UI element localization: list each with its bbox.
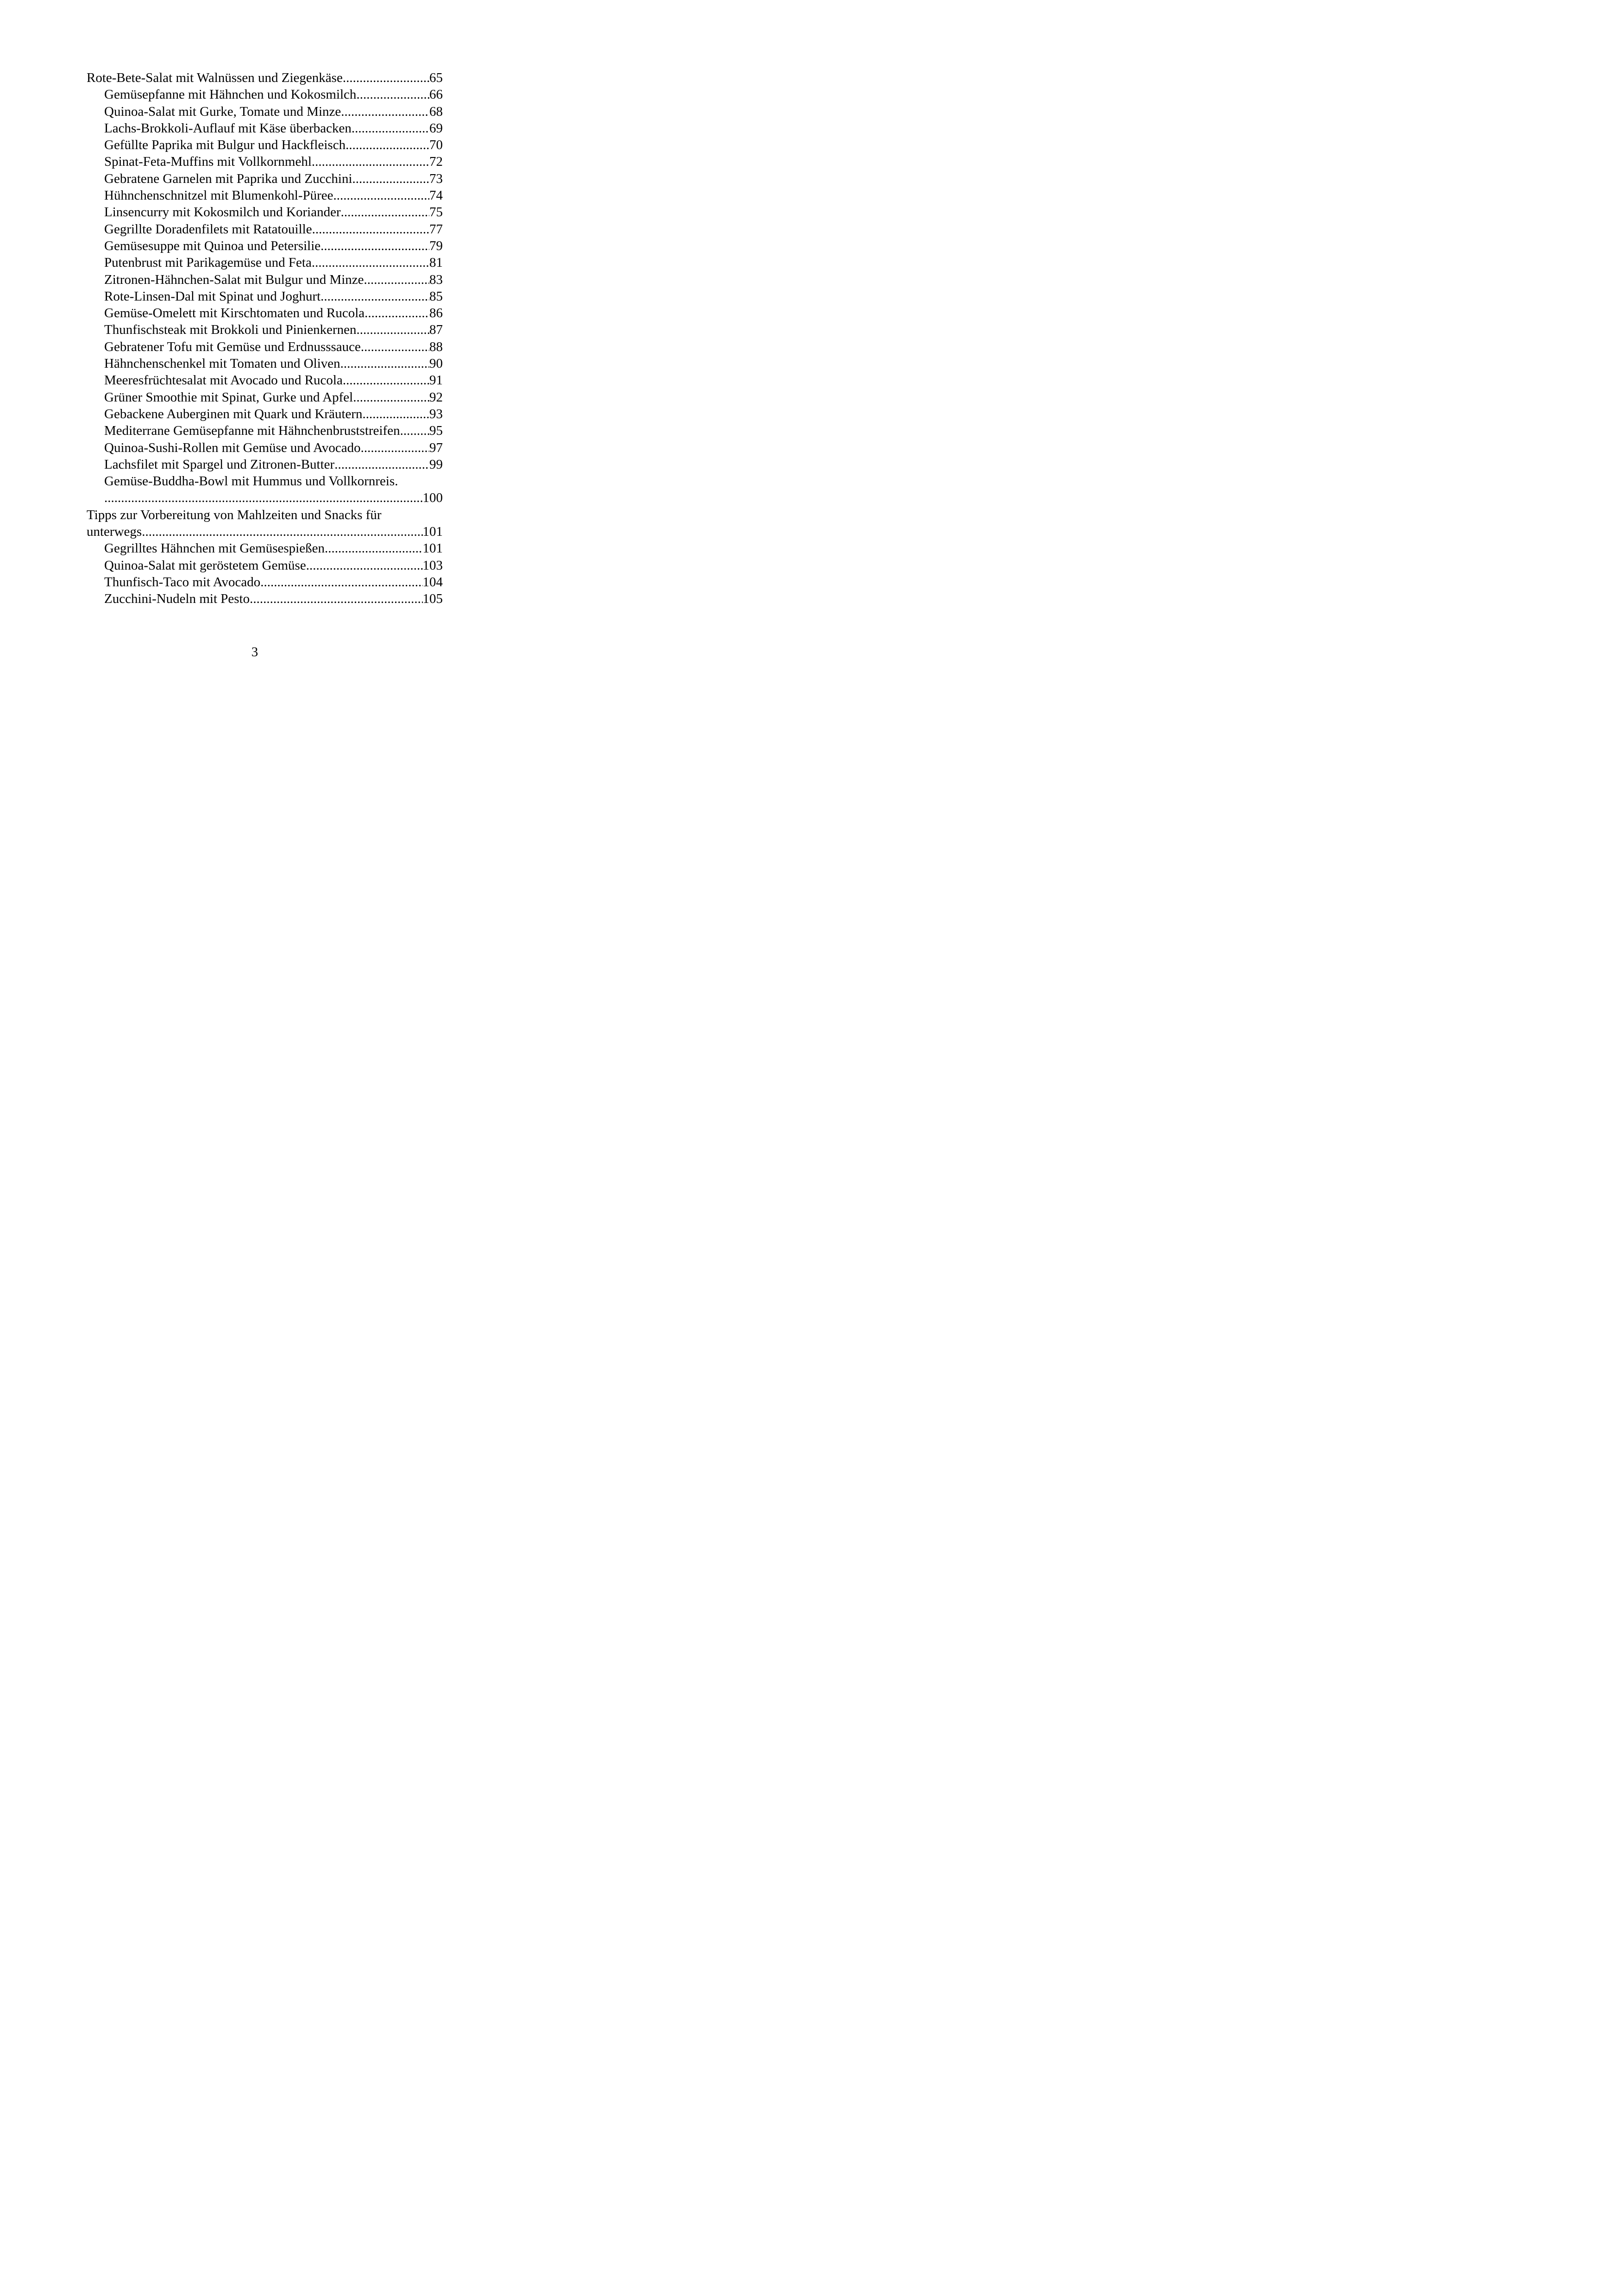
toc-entry-line [87,389,443,406]
toc-entry-line [87,557,443,574]
toc-entry-title: Meeresfrüchtesalat mit Avocado und Rucola [104,373,343,388]
toc-entry-line [87,187,443,204]
toc-entry-line [87,321,443,338]
toc-entry-line [87,456,443,473]
toc-entry-line [87,574,443,590]
toc-dot-leader [104,489,423,506]
toc-dot-leader [340,355,429,372]
toc-entry-line [87,406,443,422]
toc-entry-page: 91 [429,373,443,388]
toc-dot-leader [356,86,429,103]
table-of-contents [87,69,443,608]
toc-section-entry [87,238,443,254]
toc-section-entry [87,540,443,557]
toc-dot-leader [343,372,429,389]
toc-entry-line [87,590,443,607]
toc-entry-line [87,339,443,355]
toc-entry-page: 73 [429,171,443,186]
toc-entry-title: Gemüsepfanne mit Hähnchen und Kokosmilch [104,87,357,102]
toc-dot-leader [341,103,429,120]
toc-entry-page: 66 [429,87,443,102]
toc-entry-title: Gebratene Garnelen mit Paprika und Zucchini [104,171,352,186]
toc-entry-line [87,523,443,540]
toc-entry-line [87,137,443,153]
toc-entry-page: 101 [422,541,443,556]
toc-entry-title: Zitronen-Hähnchen-Salat mit Bulgur und Minze [104,272,364,287]
toc-dot-leader [356,321,429,338]
toc-entry-line [87,372,443,389]
toc-entry-title: Gegrillte Doradenfilets mit Ratatouille [104,221,312,237]
toc-entry-page: 103 [422,558,443,573]
toc-entry-line [87,439,443,456]
toc-entry-title: Gegrilltes Hähnchen mit Gemüsespießen [104,541,325,556]
toc-dot-leader [353,389,429,406]
toc-entry-title: Spinat-Feta-Muffins mit Vollkornmehl [104,154,312,169]
toc-entry-page: 101 [422,524,443,539]
toc-dot-leader [341,204,429,220]
toc-dot-leader [334,456,429,473]
toc-entry-title: Hähnchenschenkel mit Tomaten und Oliven [104,356,340,371]
toc-dot-leader [250,590,422,607]
toc-entry-title: Zucchini-Nudeln mit Pesto [104,591,250,607]
toc-section-entry [87,120,443,137]
toc-entry-title: Rote-Bete-Salat mit Walnüssen und Ziegenkäse [87,70,343,85]
toc-dot-leader [352,120,429,137]
toc-entry-page: 77 [429,221,443,237]
toc-section-entry [87,406,443,422]
toc-section-entry [87,456,443,473]
toc-entry-page: 104 [422,574,443,590]
toc-section-entry [87,103,443,120]
toc-entry-page: 70 [429,138,443,153]
toc-entry-line [87,507,443,523]
toc-entry-line [87,238,443,254]
toc-entry-page: 69 [429,120,443,136]
toc-entry-line [87,355,443,372]
toc-dot-leader [352,170,430,187]
toc-entry-title: Lachsfilet mit Spargel und Zitronen-Butter [104,457,335,472]
toc-section-entry [87,305,443,321]
toc-dot-leader [333,187,429,204]
toc-entry-title: unterwegs [87,524,142,539]
toc-dot-leader [260,574,422,590]
toc-entry-title: Gemüse-Omelett mit Kirschtomaten und Rucola [104,306,365,321]
toc-entry-title: Putenbrust mit Parikagemüse und Feta [104,255,312,270]
toc-entry-line [87,422,443,439]
toc-entry-page: 85 [429,289,443,304]
toc-entry-page: 95 [429,423,443,439]
toc-entry-title: Gemüsesuppe mit Quinoa und Petersilie [104,238,321,253]
toc-entry-title: Quinoa-Sushi-Rollen mit Gemüse und Avocado [104,440,361,455]
toc-dot-leader [361,339,429,355]
toc-section-entry [87,321,443,338]
toc-entry-page: 88 [429,339,443,354]
toc-entry-line [87,103,443,120]
toc-chapter-entry [87,69,443,86]
toc-entry-title: Mediterrane Gemüsepfanne mit Hähnchenbruststreifen [104,423,400,439]
toc-section-entry [87,355,443,372]
toc-dot-leader [325,540,423,557]
toc-section-entry [87,170,443,187]
toc-section-entry [87,372,443,389]
toc-section-entry [87,204,443,220]
toc-entry-title: Quinoa-Salat mit Gurke, Tomate und Minze [104,104,341,119]
toc-entry-line [87,473,443,489]
toc-entry-title: Quinoa-Salat mit geröstetem Gemüse [104,558,306,573]
toc-dot-leader [364,305,429,321]
toc-entry-line [87,288,443,305]
toc-entry-line [87,271,443,288]
toc-section-entry [87,254,443,271]
toc-entry-page: 97 [429,440,443,455]
toc-section-entry [87,473,443,507]
toc-dot-leader [320,238,429,254]
toc-section-entry [87,422,443,439]
toc-dot-leader [361,439,429,456]
toc-dot-leader [346,137,429,153]
toc-dot-leader [320,288,429,305]
toc-dot-leader [142,523,422,540]
toc-chapter-entry [87,507,443,540]
toc-entry-line [87,86,443,103]
toc-entry-page: 87 [429,322,443,338]
toc-entry-line [87,153,443,170]
toc-dot-leader [312,254,429,271]
toc-dot-leader [306,557,423,574]
toc-entry-line [87,69,443,86]
toc-entry-page: 92 [429,389,443,405]
toc-entry-page: 83 [429,272,443,287]
toc-entry-line [87,204,443,220]
toc-entry-title: Linsencurry mit Kokosmilch und Koriander [104,205,341,220]
toc-entry-line [87,540,443,557]
toc-dot-leader [400,422,429,439]
toc-entry-line [87,170,443,187]
toc-section-entry [87,574,443,590]
toc-section-entry [87,86,443,103]
toc-dot-leader [343,69,429,86]
toc-entry-title: Thunfischsteak mit Brokkoli und Pinienkernen [104,322,357,338]
toc-entry-title: Gebratener Tofu mit Gemüse und Erdnusssauce [104,339,361,354]
toc-entry-title: Thunfisch-Taco mit Avocado [104,574,261,590]
toc-section-entry [87,557,443,574]
toc-section-entry [87,137,443,153]
toc-entry-title: Tipps zur Vorbereitung von Mahlzeiten und Snacks für [87,507,382,522]
toc-entry-title: Gebackene Auberginen mit Quark und Kräutern [104,406,363,421]
toc-entry-page: 81 [429,255,443,270]
toc-entry-page: 93 [429,406,443,421]
toc-dot-leader [312,153,429,170]
toc-section-entry [87,271,443,288]
toc-entry-line [87,305,443,321]
toc-section-entry [87,590,443,607]
toc-entry-title: Hühnchenschnitzel mit Blumenkohl-Püree [104,188,333,203]
toc-entry-title: Gefüllte Paprika mit Bulgur und Hackfleisch [104,138,346,153]
toc-entry-title: Gemüse-Buddha-Bowl mit Hummus und Vollkornreis. [104,474,398,489]
toc-entry-line [87,489,443,506]
toc-entry-page: 100 [422,490,443,506]
toc-section-entry [87,187,443,204]
toc-entry-page: 75 [429,205,443,220]
toc-section-entry [87,439,443,456]
toc-entry-page: 72 [429,154,443,169]
toc-entry-page: 90 [429,356,443,371]
toc-entry-page: 65 [429,70,443,85]
toc-entry-page: 79 [429,238,443,253]
toc-entry-line [87,221,443,238]
toc-entry-page: 86 [429,306,443,321]
toc-entry-page: 105 [422,591,443,607]
toc-section-entry [87,389,443,406]
toc-section-entry [87,221,443,238]
page-number: 3 [251,645,258,659]
toc-entry-line [87,254,443,271]
toc-section-entry [87,153,443,170]
toc-section-entry [87,288,443,305]
toc-dot-leader [312,221,429,238]
toc-dot-leader [363,406,429,422]
toc-dot-leader [364,271,429,288]
toc-entry-title: Lachs-Brokkoli-Auflauf mit Käse überbacken [104,120,352,136]
toc-entry-page: 74 [429,188,443,203]
document-page [0,0,509,721]
toc-entry-line [87,120,443,137]
toc-entry-title: Grüner Smoothie mit Spinat, Gurke und Apfel [104,389,353,405]
toc-entry-page: 68 [429,104,443,119]
toc-entry-page: 99 [429,457,443,472]
toc-entry-title: Rote-Linsen-Dal mit Spinat und Joghurt [104,289,321,304]
toc-section-entry [87,339,443,355]
